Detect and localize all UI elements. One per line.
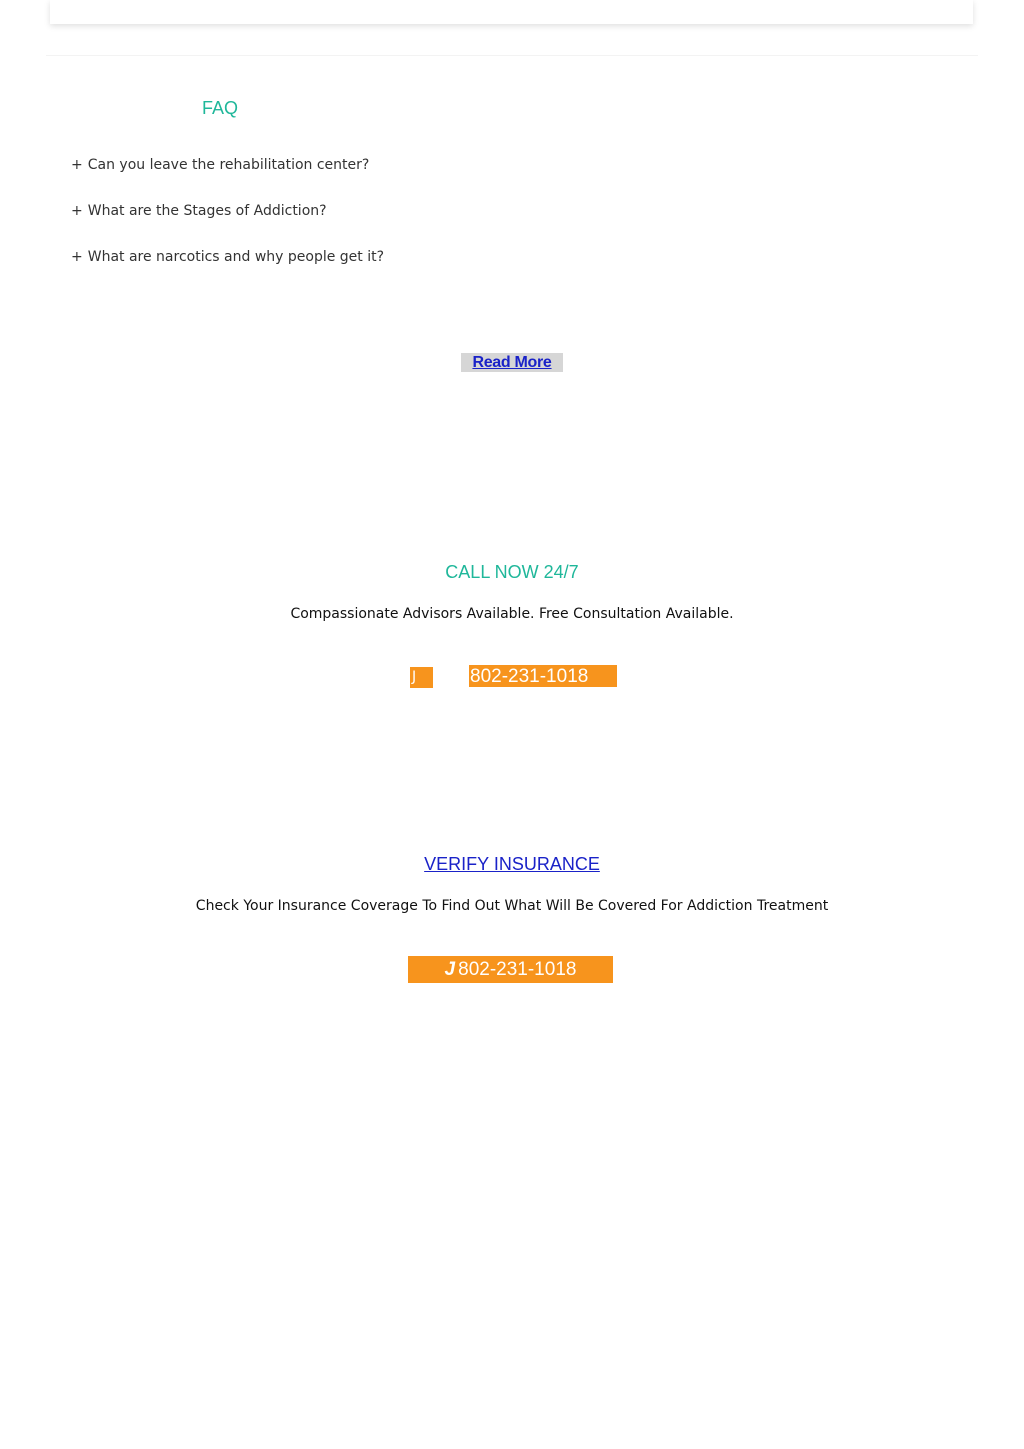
call-now-title: CALL NOW 24/7 [445,562,579,582]
plus-icon: + [71,203,83,219]
faq-item[interactable] [71,203,327,219]
faq-item-text: What are narcotics and why people get it? [87,249,385,265]
phone-icon[interactable]: J [410,667,433,688]
plus-icon: + [71,157,83,173]
phone-icon: J [444,959,456,980]
call-now-subtitle: Compassionate Advisors Available. Free Consultation Available. [290,606,734,622]
verify-insurance-subtitle: Check Your Insurance Coverage To Find Out What Will Be Covered For Addiction Treatment [195,898,829,914]
top-card [50,0,973,24]
plus-icon: + [71,249,83,265]
verify-phone-button[interactable] [408,956,613,983]
faq-item[interactable] [71,249,384,265]
call-phone-link[interactable]: 802-231-1018 [469,665,617,687]
section-divider [46,55,978,56]
read-more-button[interactable]: Read More [461,353,563,372]
verify-insurance-link[interactable]: VERIFY INSURANCE [424,854,600,874]
faq-item-text: What are the Stages of Addiction? [87,203,327,219]
faq-item-text: Can you leave the rehabilitation center? [87,157,370,173]
verify-phone-number: 802-231-1018 [458,959,577,980]
faq-title: FAQ [202,98,239,118]
faq-item[interactable] [71,157,369,173]
